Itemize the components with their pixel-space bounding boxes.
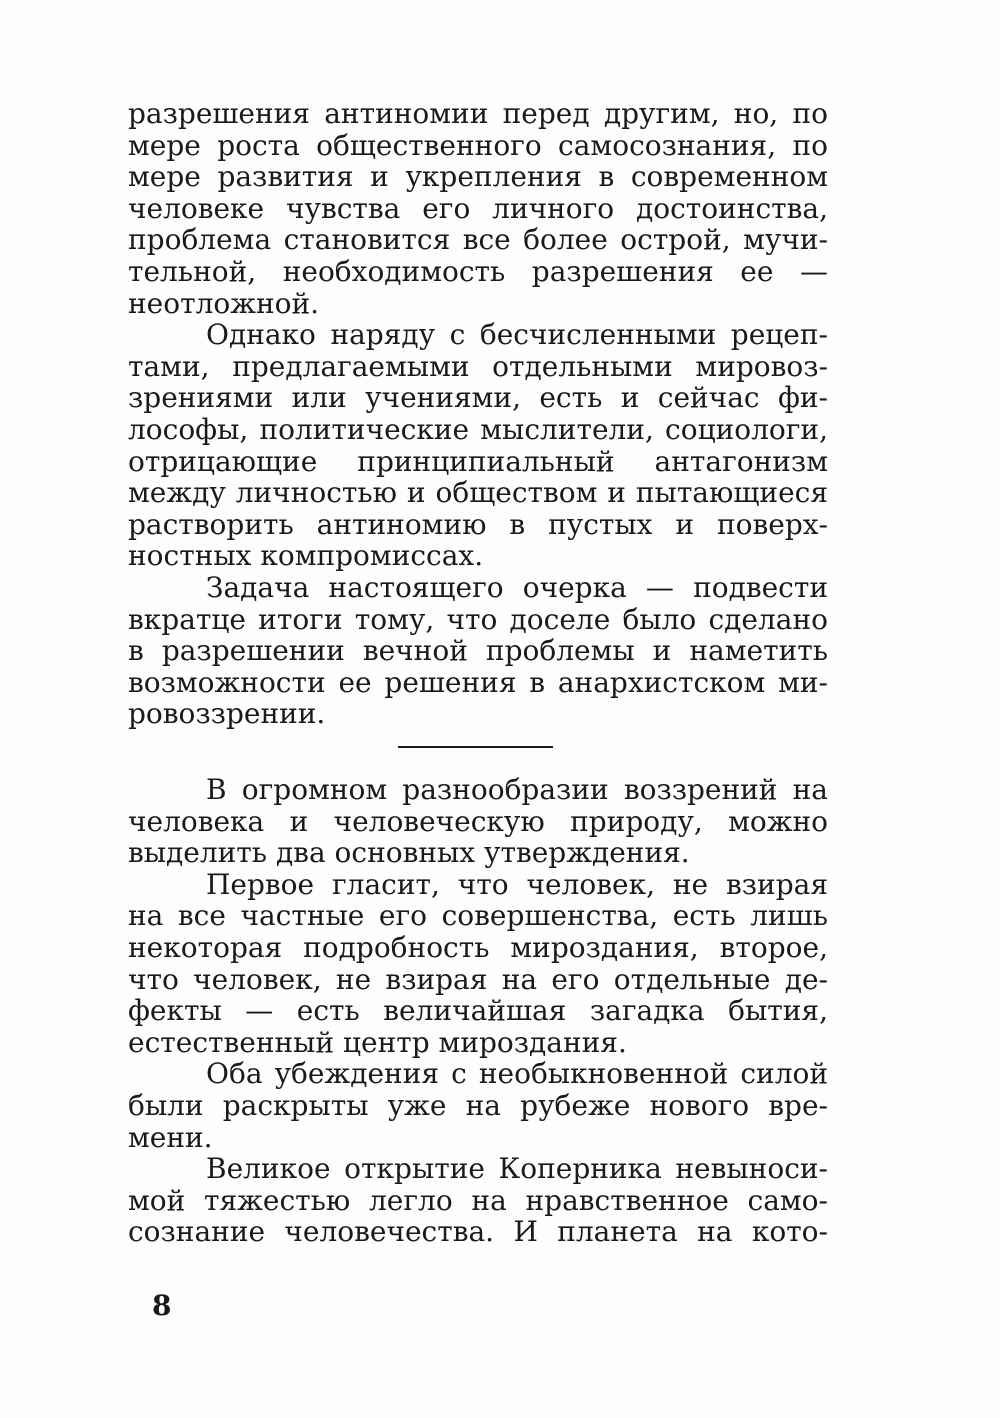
text-line: некоторая подробность мироздания, второе, <box>128 931 828 964</box>
text-line: растворить антиномию в пустых и поверх- <box>128 508 828 541</box>
text-line: ровоззрении. <box>128 698 326 730</box>
text-line: были раскрыты уже на рубеже нового вре- <box>128 1089 828 1122</box>
text-line: сознание человечества. И планета на кото- <box>128 1216 828 1248</box>
text-line: вкратце итоги тому, что доселе было сделано <box>128 603 828 636</box>
text-line: Первое гласит, что человек, не взирая <box>206 868 828 901</box>
text-line: мере роста общественного самосознания, по <box>128 129 828 162</box>
text-block-top <box>128 98 828 730</box>
text-line: мени. <box>128 1121 213 1154</box>
text-line: мой тяжестью легло на нравственное само- <box>128 1184 828 1217</box>
section-separator <box>398 746 553 748</box>
text-line: естественный центр мироздания. <box>128 1026 627 1059</box>
text-line: выделить два основных утверждения. <box>128 837 690 869</box>
page-number: 8 <box>152 1289 172 1322</box>
text-line: неотложной. <box>128 287 320 320</box>
text-line: мере развития и укрепления в современном <box>128 161 828 193</box>
text-line: ностных компромиссах. <box>128 540 484 572</box>
text-line: возможности ее решения в анархистском ми- <box>128 666 828 699</box>
text-line: В огромном разнообразии воззрений на <box>206 774 828 806</box>
text-line: между личностью и обществом и пытающиеся <box>128 477 828 509</box>
text-line: отрицающие принципиальный антагонизм <box>128 445 828 478</box>
text-line: тами, предлагаемыми отдельными мировоз- <box>128 350 828 383</box>
text-line: лософы, политические мыслители, социологи, <box>128 413 828 446</box>
text-line: человеке чувства его личного достоинства, <box>128 192 828 225</box>
text-block-bottom <box>128 774 828 1248</box>
text-line: Оба убеждения с необыкновенной силой <box>206 1058 828 1090</box>
text-line: на все частные его совершенства, есть лишь <box>128 900 828 932</box>
text-line: проблема становится все более острой, мучи- <box>128 224 828 256</box>
text-line: Задача настоящего очерка — подвести <box>206 571 828 604</box>
text-line: фекты — есть величайшая загадка бытия, <box>128 995 828 1027</box>
text-line: Однако наряду с бесчисленными рецеп- <box>206 319 828 351</box>
text-line: что человек, не взирая на его отдельные де- <box>128 963 828 996</box>
text-line: Великое открытие Коперника невыноси- <box>206 1153 828 1185</box>
text-line: разрешения антиномии перед другим, но, по <box>128 98 828 130</box>
text-line: тельной, необходимость разрешения ее — <box>128 255 828 288</box>
text-line: в разрешении вечной проблемы и наметить <box>128 635 828 667</box>
text-line: зрениями или учениями, есть и сейчас фи- <box>128 382 828 414</box>
text-line: человека и человеческую природу, можно <box>128 805 828 838</box>
